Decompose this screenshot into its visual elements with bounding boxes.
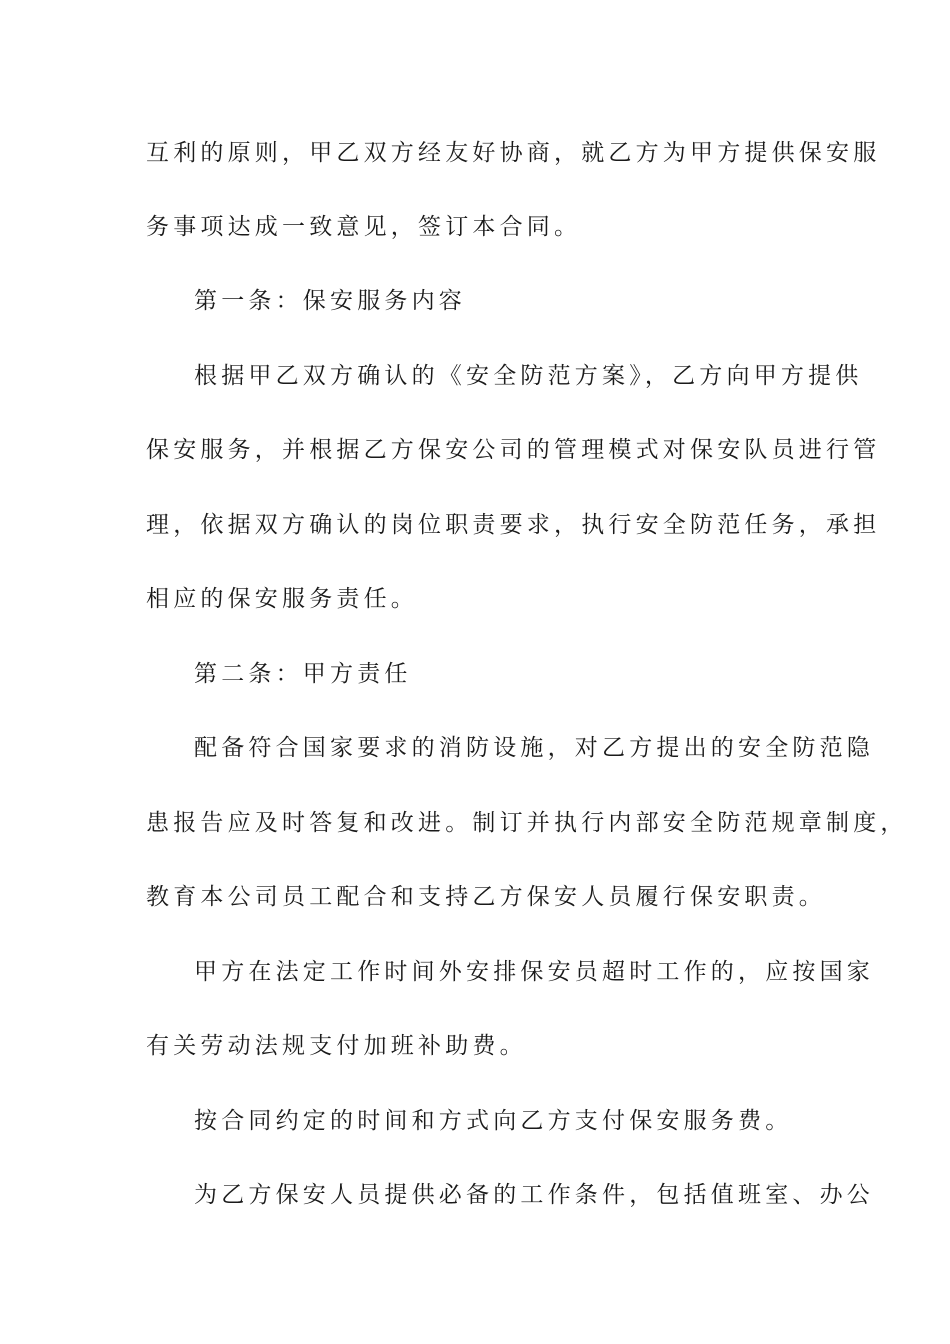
paragraph-line: 按合同约定的时间和方式向乙方支付保安服务费。 xyxy=(194,1108,793,1134)
paragraph-line: 甲方在法定工作时间外安排保安员超时工作的，应按国家 xyxy=(194,959,874,985)
section-heading: 第二条：甲方责任 xyxy=(194,661,412,687)
paragraph-line: 配备符合国家要求的消防设施，对乙方提出的安全防范隐 xyxy=(194,735,874,761)
paragraph-line: 教育本公司员工配合和支持乙方保安人员履行保安职责。 xyxy=(146,884,826,910)
paragraph-line: 为乙方保安人员提供必备的工作条件，包括值班室、办公 xyxy=(194,1182,874,1208)
paragraph-line: 务事项达成一致意见，签订本合同。 xyxy=(146,214,582,240)
paragraph-line: 保安服务，并根据乙方保安公司的管理模式对保安队员进行管 xyxy=(146,437,881,463)
paragraph-line: 互利的原则，甲乙双方经友好协商，就乙方为甲方提供保安服 xyxy=(146,140,881,166)
paragraph-line: 相应的保安服务责任。 xyxy=(146,586,418,612)
paragraph-line: 理，依据双方确认的岗位职责要求，执行安全防范任务，承担 xyxy=(146,512,881,538)
paragraph-line: 有关劳动法规支付加班补助费。 xyxy=(146,1033,527,1059)
paragraph-line: 患报告应及时答复和改进。制订并执行内部安全防范规章制度， xyxy=(146,810,908,836)
paragraph-line: 根据甲乙双方确认的《安全防范方案》，乙方向甲方提供 xyxy=(194,363,863,389)
section-heading: 第一条：保安服务内容 xyxy=(194,288,466,314)
